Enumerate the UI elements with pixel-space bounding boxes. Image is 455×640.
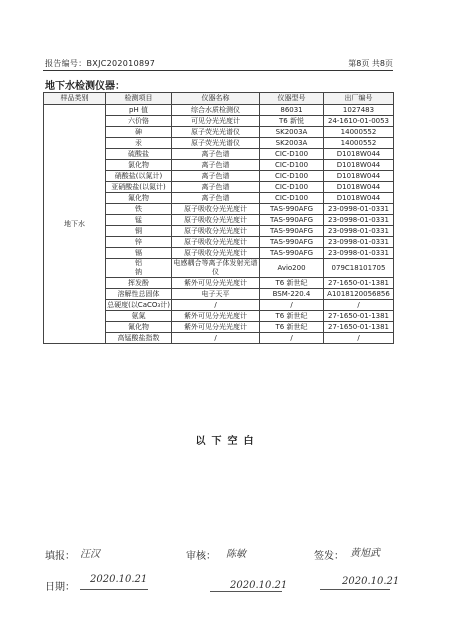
date-issue-line: [320, 589, 390, 590]
item-cell: 铝 钠: [106, 259, 172, 278]
serial-cell: 23-0998-01-0331: [324, 226, 394, 237]
serial-cell: 23-0998-01-0331: [324, 204, 394, 215]
model-cell: T6 新世纪: [260, 311, 324, 322]
instrument-name-cell: 紫外可见分光光度计: [172, 278, 260, 289]
item-cell: 溶解性总固体: [106, 289, 172, 300]
instrument-name-cell: 原子吸收分光光度计: [172, 204, 260, 215]
serial-cell: 1027483: [324, 105, 394, 116]
instrument-name-cell: 离子色谱: [172, 171, 260, 182]
col-header-serial: 出厂编号: [324, 93, 394, 105]
item-cell: 镉: [106, 248, 172, 259]
serial-cell: D1018W044: [324, 171, 394, 182]
model-cell: SK2003A: [260, 138, 324, 149]
instrument-name-cell: 紫外可见分光光度计: [172, 311, 260, 322]
review-label: 审核：: [186, 551, 216, 562]
serial-cell: 14000552: [324, 127, 394, 138]
instrument-name-cell: 离子色谱: [172, 193, 260, 204]
col-header-instrument-name: 仪器名称: [172, 93, 260, 105]
model-cell: /: [260, 300, 324, 311]
date-fill: 2020.10.21: [90, 574, 148, 585]
item-cell: 硝酸盐(以氮计): [106, 171, 172, 182]
instrument-table: [43, 92, 394, 344]
item-cell: 砷: [106, 127, 172, 138]
instrument-name-cell: 原子荧光光谱仪: [172, 138, 260, 149]
item-cell: 高锰酸盐指数: [106, 333, 172, 344]
fill-label: 填报：: [45, 551, 75, 562]
category-cell: 地下水: [44, 105, 106, 344]
col-header-category: 样品类别: [44, 93, 106, 105]
item-cell: 总硬度(以CaCO₃计): [107, 300, 170, 309]
model-cell: TAS-990AFG: [260, 226, 324, 237]
item-cell: 氰化物: [106, 322, 172, 333]
serial-cell: D1018W044: [324, 193, 394, 204]
model-cell: TAS-990AFG: [260, 204, 324, 215]
item-cell: 亚硝酸盐(以氮计): [106, 182, 172, 193]
serial-cell: A1018120056856: [324, 289, 394, 300]
instrument-name-cell: 原子吸收分光光度计: [172, 215, 260, 226]
serial-cell: 27-1650-01-1381: [324, 322, 394, 333]
model-cell: CIC-D100: [260, 149, 324, 160]
date-fill-line: [80, 589, 148, 590]
serial-cell: D1018W044: [324, 160, 394, 171]
model-cell: BSM-220.4: [260, 289, 324, 300]
instrument-name-cell: 电感耦合等离子体发射光谱仪: [173, 259, 258, 276]
model-cell: CIC-D100: [260, 193, 324, 204]
header-divider: [43, 70, 393, 71]
date-issue: 2020.10.21: [342, 576, 400, 587]
col-header-model: 仪器型号: [260, 93, 324, 105]
instrument-name-cell: 原子荧光光谱仪: [172, 127, 260, 138]
item-cell: 锌: [106, 237, 172, 248]
serial-cell: 23-0998-01-0331: [324, 215, 394, 226]
serial-cell: 24-1610-01-0053: [324, 116, 394, 127]
item-cell: 氟化物: [106, 193, 172, 204]
item-cell: 氯化物: [106, 160, 172, 171]
item-cell: 锰: [106, 215, 172, 226]
instrument-name-cell: 离子色谱: [172, 160, 260, 171]
instrument-name-cell: 原子吸收分光光度计: [172, 237, 260, 248]
instrument-name-cell: /: [172, 333, 260, 344]
table-header-row: [44, 93, 394, 105]
model-cell: 86031: [260, 105, 324, 116]
section-title: 地下水检测仪器：: [45, 81, 125, 92]
model-cell: CIC-D100: [260, 171, 324, 182]
model-cell: T6 新世纪: [260, 322, 324, 333]
model-cell: T6 新悦: [260, 116, 324, 127]
model-cell: Avio200: [260, 259, 324, 278]
model-cell: TAS-990AFG: [260, 248, 324, 259]
model-cell: TAS-990AFG: [260, 237, 324, 248]
blank-note: 以下空白: [195, 436, 260, 447]
item-cell: pH 值: [106, 105, 172, 116]
date-review: 2020.10.21: [230, 580, 288, 591]
serial-cell: D1018W044: [324, 149, 394, 160]
item-cell: 铜: [106, 226, 172, 237]
instrument-name-cell: /: [172, 300, 260, 311]
serial-cell: 14000552: [324, 138, 394, 149]
fill-signature: 汪汉: [80, 549, 100, 560]
item-cell: 硫酸盐: [106, 149, 172, 160]
page-number: 第8页 共8页: [348, 59, 393, 68]
model-cell: TAS-990AFG: [260, 215, 324, 226]
instrument-name-cell: 离子色谱: [172, 182, 260, 193]
table-body: [44, 105, 394, 344]
model-cell: /: [260, 333, 324, 344]
instrument-name-cell: 电子天平: [172, 289, 260, 300]
model-cell: SK2003A: [260, 127, 324, 138]
item-cell: 六价铬: [106, 116, 172, 127]
instrument-name-cell: 原子吸收分光光度计: [172, 248, 260, 259]
serial-cell: 23-0998-01-0331: [324, 237, 394, 248]
serial-cell: /: [324, 300, 394, 311]
item-cell: 挥发酚: [106, 278, 172, 289]
serial-cell: 27-1650-01-1381: [324, 311, 394, 322]
instrument-name-cell: 综合水质检测仪: [172, 105, 260, 116]
instrument-name-cell: 可见分光光度计: [172, 116, 260, 127]
instrument-name-cell: 离子色谱: [172, 149, 260, 160]
review-signature: 陈敏: [226, 549, 246, 560]
serial-cell: /: [324, 333, 394, 344]
item-cell: 铁: [106, 204, 172, 215]
report-number: 报告编号：BXJC202010897: [45, 59, 156, 68]
issue-signature: 黄旭武: [350, 548, 380, 559]
col-header-item: 检测项目: [106, 93, 172, 105]
serial-cell: D1018W044: [324, 182, 394, 193]
instrument-name-cell: 原子吸收分光光度计: [172, 226, 260, 237]
serial-cell: 079C18101705: [324, 259, 394, 278]
item-cell: 氨氮: [106, 311, 172, 322]
item-cell: 汞: [106, 138, 172, 149]
model-cell: CIC-D100: [260, 160, 324, 171]
model-cell: T6 新世纪: [260, 278, 324, 289]
serial-cell: 23-0998-01-0331: [324, 248, 394, 259]
instrument-name-cell: 紫外可见分光光度计: [172, 322, 260, 333]
model-cell: CIC-D100: [260, 182, 324, 193]
serial-cell: 27-1650-01-1381: [324, 278, 394, 289]
date-review-line: [210, 591, 282, 592]
issue-label: 签发：: [314, 551, 344, 562]
table-row: [44, 105, 394, 116]
date-label: 日期：: [45, 582, 75, 593]
